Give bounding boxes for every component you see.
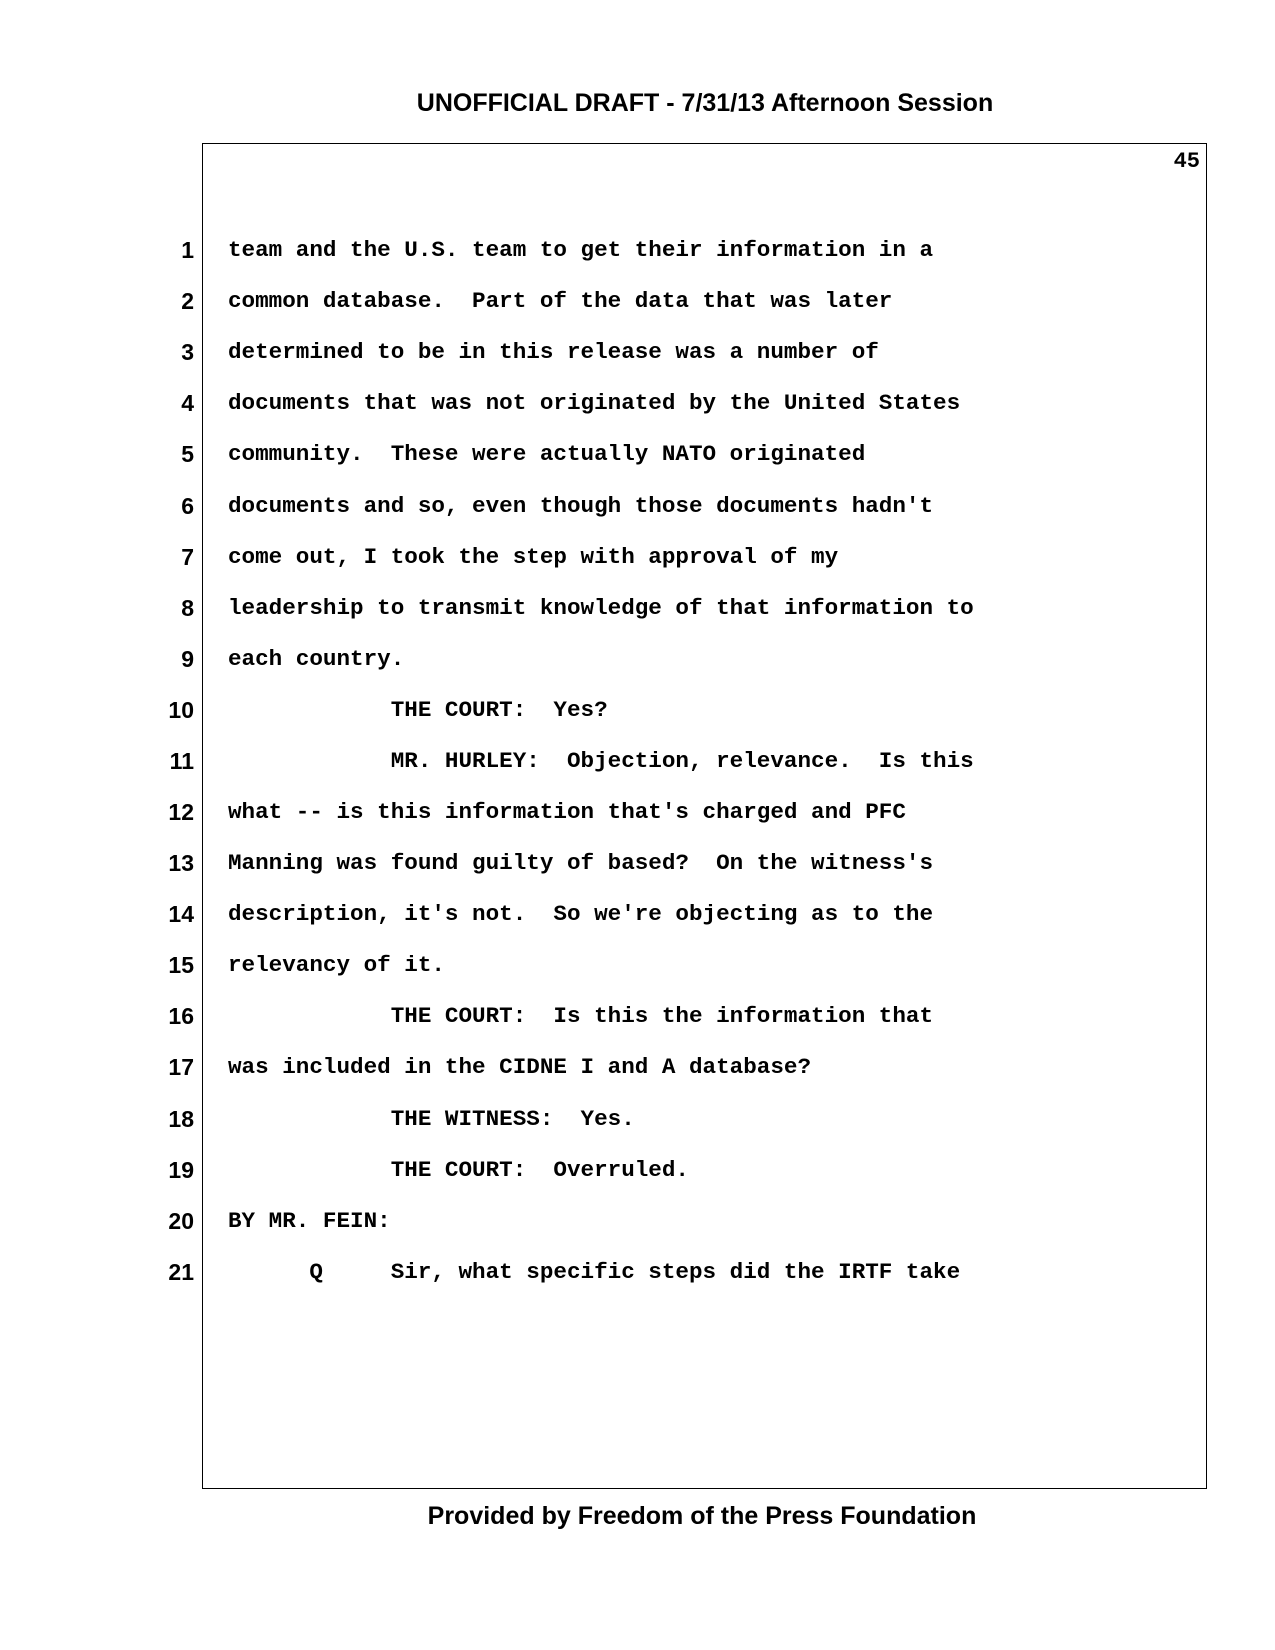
transcript-line: relevancy of it. — [228, 952, 445, 978]
line-number: 8 — [181, 595, 194, 621]
transcript-line: documents and so, even though those documents hadn't — [228, 493, 934, 519]
line-number: 13 — [168, 850, 194, 876]
line-number: 16 — [168, 1003, 194, 1029]
transcript-line: THE WITNESS: Yes. — [228, 1106, 635, 1132]
line-number: 7 — [181, 544, 194, 570]
transcript-line: THE COURT: Yes? — [228, 697, 608, 723]
transcript-line: Manning was found guilty of based? On the witness's — [228, 850, 934, 876]
page-footer: Provided by Freedom of the Press Foundation — [427, 1502, 977, 1530]
line-number: 20 — [168, 1208, 194, 1234]
transcript-line: what -- is this information that's charged and PFC — [228, 799, 906, 825]
transcript-line: team and the U.S. team to get their information in a — [228, 237, 934, 263]
transcript-line: come out, I took the step with approval of my — [228, 544, 839, 570]
line-number: 21 — [168, 1259, 194, 1285]
transcript-line: documents that was not originated by the United States — [228, 390, 961, 416]
line-number: 10 — [168, 697, 194, 723]
line-number: 5 — [181, 441, 194, 467]
transcript-line: community. These were actually NATO originated — [228, 441, 866, 467]
line-number: 12 — [168, 799, 194, 825]
transcript-line: determined to be in this release was a number of — [228, 339, 879, 365]
line-number: 2 — [181, 288, 194, 314]
transcript-line: leadership to transmit knowledge of that information to — [228, 595, 974, 621]
transcript-line: description, it's not. So we're objecting as to the — [228, 901, 934, 927]
line-number: 3 — [181, 339, 194, 365]
line-number: 15 — [168, 952, 194, 978]
page-header: UNOFFICIAL DRAFT - 7/31/13 Afternoon Session — [416, 89, 994, 117]
transcript-line: Q Sir, what specific steps did the IRTF take — [228, 1259, 961, 1285]
line-number: 1 — [181, 237, 194, 263]
line-number: 6 — [181, 493, 194, 519]
line-number: 11 — [169, 748, 194, 774]
line-number: 19 — [168, 1157, 194, 1183]
line-number: 18 — [168, 1106, 194, 1132]
line-number: 9 — [181, 646, 194, 672]
transcript-line: was included in the CIDNE I and A database? — [228, 1054, 812, 1080]
transcript-line: BY MR. FEIN: — [228, 1208, 391, 1234]
transcript-line: each country. — [228, 646, 405, 672]
transcript-line: common database. Part of the data that was later — [228, 288, 893, 314]
line-number: 17 — [168, 1054, 194, 1080]
line-number: 4 — [181, 390, 194, 416]
page-number: 45 — [1173, 149, 1200, 174]
transcript-line: THE COURT: Is this the information that — [228, 1003, 934, 1029]
transcript-line: MR. HURLEY: Objection, relevance. Is this — [228, 748, 974, 774]
line-number: 14 — [168, 901, 194, 927]
transcript-line: THE COURT: Overruled. — [228, 1157, 689, 1183]
